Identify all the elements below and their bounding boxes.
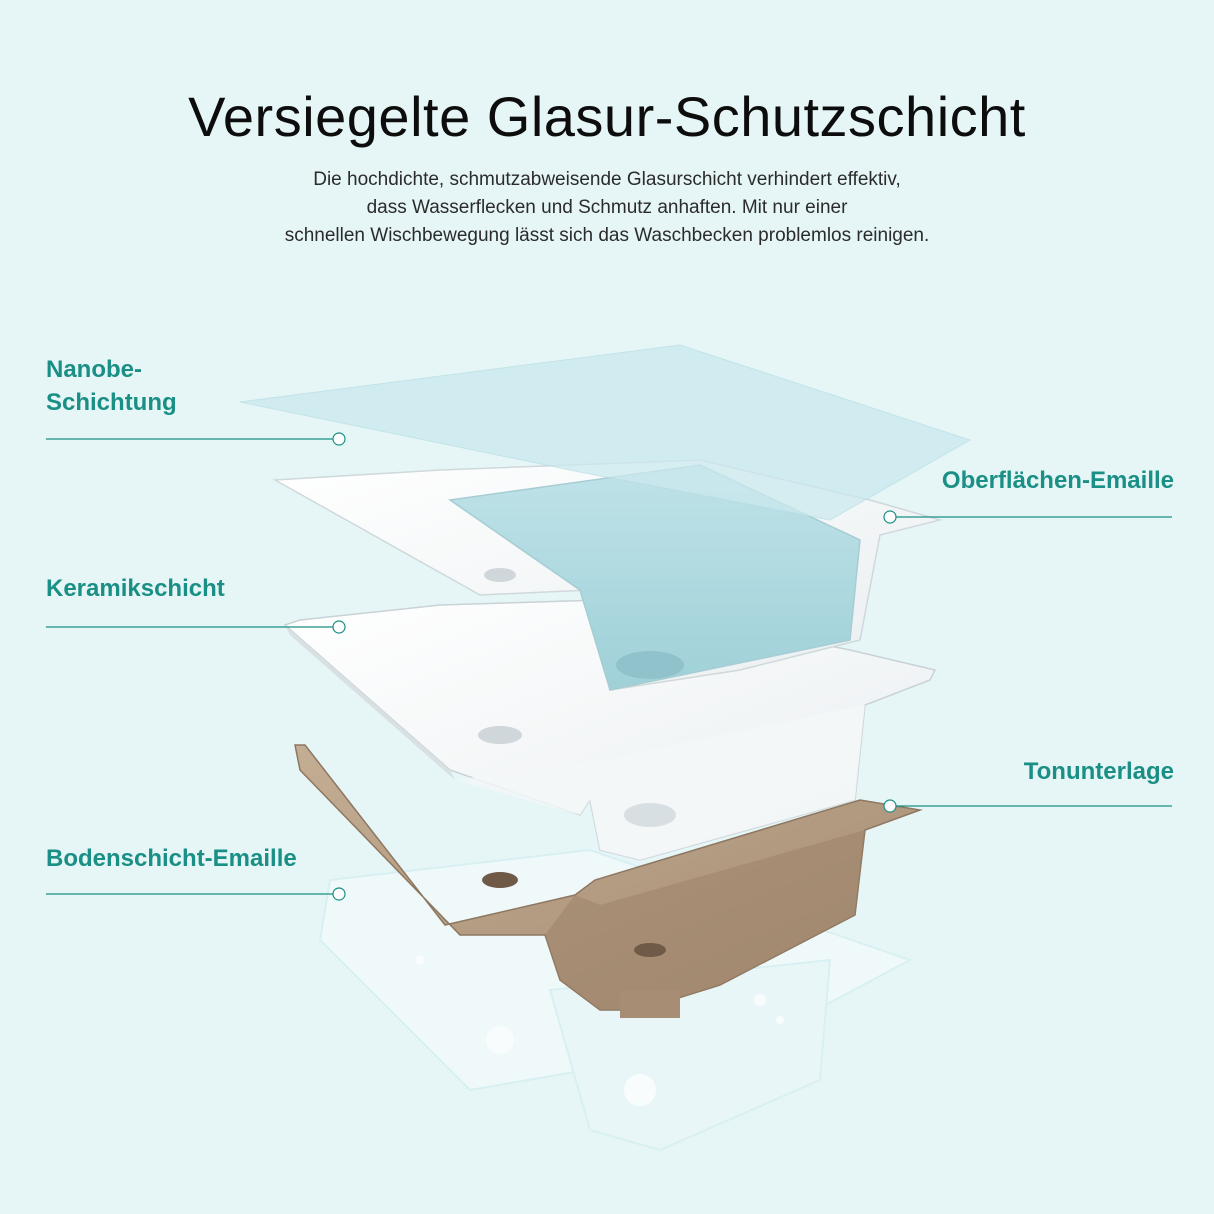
subtitle-line: schnellen Wischbewegung lässt sich das Waschbecken problemlos reinigen.	[284, 225, 930, 246]
label-surface-enamel: Oberflächen-Emaille	[941, 467, 1174, 494]
subtitle-line: dass Wasserflecken und Schmutz anhaften. Mit nur einer	[366, 197, 848, 218]
anchor-dot-nano	[333, 433, 345, 445]
label-ceramic-layer: Keramikschicht	[46, 575, 225, 602]
label-clay-base: Tonunterlage	[1023, 758, 1174, 785]
page-title: Versiegelte Glasur-Schutzschicht	[188, 85, 1026, 148]
anchor-dot-ceramic	[333, 621, 345, 633]
anchor-dot-bottom	[333, 888, 345, 900]
subtitle-line: Die hochdichte, schmutzabweisende Glasurschicht verhindert effektiv,	[313, 169, 901, 190]
anchor-dot-surface	[884, 511, 896, 523]
anchor-dot-clay	[884, 800, 896, 812]
label-line: Nanobe-	[46, 356, 142, 383]
label-bottom-enamel: Bodenschicht-Emaille	[46, 845, 297, 872]
label-nano-coating	[46, 353, 177, 419]
label-line: Schichtung	[46, 389, 177, 416]
